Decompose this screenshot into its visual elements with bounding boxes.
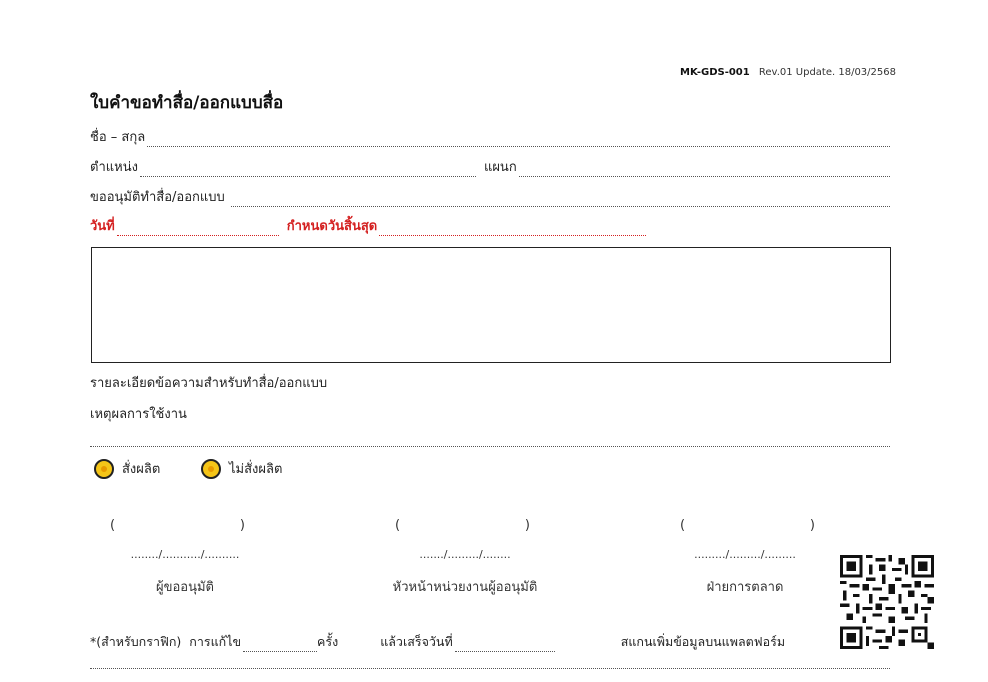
revision-info: Rev.01 Update. 18/03/2568 xyxy=(758,67,896,78)
deadline-field[interactable] xyxy=(379,221,646,236)
role-marketing: ฝ่ายการตลาด xyxy=(706,580,784,595)
date-head[interactable]: ......./........./........ xyxy=(419,548,511,561)
name-field[interactable] xyxy=(147,132,890,147)
times-label: ครั้ง xyxy=(317,634,339,649)
revisions-label: การแก้ไข xyxy=(189,634,242,649)
signature-line-marketing[interactable] xyxy=(680,518,815,533)
document-code xyxy=(680,67,896,78)
approval-row xyxy=(90,185,890,207)
option-order-label: สั่งผลิต xyxy=(122,462,161,477)
option-no-order[interactable] xyxy=(201,458,282,479)
department-field[interactable] xyxy=(519,162,890,177)
graphic-footer-row xyxy=(90,630,830,652)
date-label: วันที่ xyxy=(90,219,115,234)
doc-code: MK-GDS-001 xyxy=(680,67,750,78)
revisions-field[interactable] xyxy=(243,637,317,652)
deadline-label: กำหนดวันสิ้นสุด xyxy=(286,219,378,234)
finished-field[interactable] xyxy=(455,637,555,652)
reason-field[interactable] xyxy=(90,432,890,447)
date-marketing[interactable]: ........./........./......... xyxy=(694,548,796,561)
position-label: ตำแหน่ง xyxy=(90,160,138,175)
details-textbox[interactable] xyxy=(91,247,891,363)
paren-open: ( xyxy=(110,518,116,533)
reason-label: เหตุผลการใช้งาน xyxy=(90,407,187,422)
date-row xyxy=(90,214,646,236)
finished-label: แล้วเสร็จวันที่ xyxy=(380,634,453,649)
footer-field[interactable] xyxy=(90,654,890,669)
department-label: แผนก xyxy=(483,160,517,175)
name-label: ชื่อ – สกุล xyxy=(90,130,146,145)
name-row xyxy=(90,125,890,147)
date-field[interactable] xyxy=(117,221,279,236)
option-no-order-label: ไม่สั่งผลิต xyxy=(229,462,283,477)
role-requester: ผู้ขออนุมัติ xyxy=(155,580,215,595)
paren-close: ) xyxy=(524,518,530,533)
approval-label: ขออนุมัติทำสื่อ/ออกแบบ xyxy=(90,190,225,205)
approval-field[interactable] xyxy=(231,192,890,207)
page-title: ใบคำขอทำสื่อ/ออกแบบสื่อ xyxy=(90,93,284,113)
role-head: หัวหน้าหน่วยงานผู้ออนุมัติ xyxy=(392,580,538,595)
paren-open: ( xyxy=(680,518,686,533)
paren-open: ( xyxy=(395,518,401,533)
date-requester[interactable]: ......../.........../.......... xyxy=(130,548,240,561)
qr-code-icon[interactable] xyxy=(840,555,934,649)
position-row xyxy=(90,155,890,177)
graphic-note: *(สำหรับกราฟิก) xyxy=(90,634,182,649)
paren-close: ) xyxy=(809,518,815,533)
signature-line-head[interactable] xyxy=(395,518,530,533)
signature-line-requester[interactable] xyxy=(110,518,245,533)
option-order[interactable] xyxy=(94,458,160,479)
scan-label: สแกนเพิ่มข้อมูลบนแพลตฟอร์ม xyxy=(620,634,786,649)
radio-icon[interactable] xyxy=(201,459,221,479)
detail-label: รายละเอียดข้อความสำหรับทำสื่อ/ออกแบบ xyxy=(90,376,328,391)
radio-icon[interactable] xyxy=(94,459,114,479)
position-field[interactable] xyxy=(140,162,476,177)
paren-close: ) xyxy=(239,518,245,533)
